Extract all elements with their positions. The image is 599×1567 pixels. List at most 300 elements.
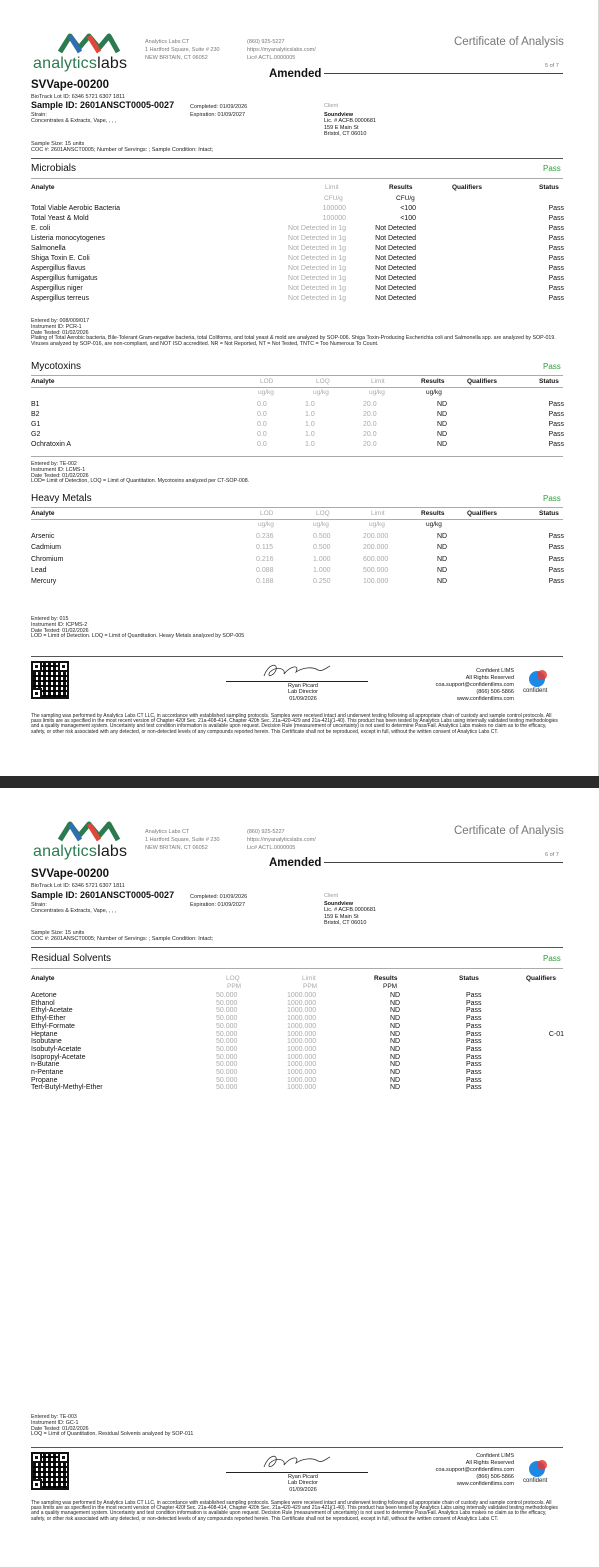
table-cell: 1000.000 <box>287 1045 317 1053</box>
table-cell: Pass <box>466 992 482 999</box>
table-cell: Propane <box>31 1076 58 1084</box>
signature-icon <box>256 660 336 682</box>
table-row <box>31 409 564 419</box>
mycotoxins-limit-unit: ug/kg <box>369 389 385 396</box>
lims-phone: (866) 506-5866 <box>476 689 514 695</box>
table-cell: Pass <box>548 274 564 282</box>
mycotoxins-pass-badge: Pass <box>543 362 561 371</box>
table-cell <box>545 1023 564 1031</box>
table-cell: 50.000 <box>216 1022 238 1030</box>
table-cell: ND <box>390 1069 401 1077</box>
table-cell: Not Detected <box>375 234 416 242</box>
table-cell: Pass <box>548 284 564 292</box>
table-cell <box>477 439 547 449</box>
confident-wordmark: confident <box>523 688 548 694</box>
residual-header-status: Status <box>459 975 479 982</box>
confident-wordmark: confident <box>523 1478 548 1484</box>
signer-name: Ryan Picard <box>288 683 318 689</box>
table-cell <box>418 283 538 293</box>
table-cell: Lead <box>31 567 47 575</box>
product-name: SVVape-00200 <box>31 79 110 91</box>
table-cell <box>545 1015 564 1023</box>
microbials-header-status: Status <box>539 184 559 191</box>
table-cell: Cadmium <box>31 544 61 552</box>
table-cell: Ethyl-Ether <box>31 1015 66 1023</box>
table-cell: Salmonella <box>31 244 66 252</box>
residual-header-analyte: Analyte <box>31 975 55 982</box>
lims-website[interactable]: www.confidentlims.com <box>456 696 514 702</box>
table-cell: Pass <box>466 1045 482 1053</box>
table-cell: 500.000 <box>363 567 389 575</box>
table-cell: Not Detected in 1g <box>288 244 346 252</box>
heavy-metals-header-loq: LOQ <box>316 510 330 517</box>
table-row <box>31 273 564 283</box>
qr-finder-icon <box>31 688 42 699</box>
mycotoxins-method-note: LOD= Limit of Detection, LOQ = Limit of Quantitation. Mycotoxins analyzed per CT-SOP-008. <box>31 478 250 485</box>
table-cell <box>418 203 538 213</box>
table-cell: Not Detected <box>375 294 416 302</box>
table-cell: Total Viable Aerobic Bacteria <box>31 204 120 212</box>
strain-value: Concentrates & Extracts, Vape, , , , <box>31 908 117 915</box>
page-separator <box>0 776 599 788</box>
mycotoxins-header-qualifiers: Qualifiers <box>467 378 497 385</box>
biotrack-lot-id: BioTrack Lot ID: 6346 5721 6307 1811 <box>31 883 125 889</box>
table-cell <box>418 213 538 223</box>
mycotoxins-header-lod: LOD <box>260 378 274 385</box>
table-row <box>31 439 564 449</box>
amended-label: Amended <box>269 68 322 80</box>
table-cell: Acetone <box>31 992 57 999</box>
product-name: SVVape-00200 <box>31 868 110 880</box>
mycotoxins-loq-unit: ug/kg <box>313 389 329 396</box>
residual-header-results: Results <box>374 975 398 982</box>
residual-header-limit: Limit <box>302 975 316 982</box>
residual-date-tested: Date Tested: 01/02/2026 <box>31 1425 89 1432</box>
table-cell: 1.0 <box>305 410 315 418</box>
qr-finder-icon <box>31 661 42 672</box>
table-cell: 200.000 <box>363 533 389 541</box>
microbials-header-limit: Limit <box>325 184 339 191</box>
coc-line: COC #: 2601ANSCT0005; Number of Servings: ; Sample Condition: Intact; <box>31 147 214 153</box>
table-row <box>31 223 564 233</box>
table-cell: Pass <box>548 533 564 541</box>
table-cell: ND <box>390 999 401 1007</box>
mycotoxins-instrument: Instrument ID: LCMS-1 <box>31 466 86 473</box>
table-cell: Shiga Toxin E. Coli <box>31 254 90 262</box>
completed-date: Completed: 01/09/2026 <box>190 894 248 900</box>
table-row <box>31 1031 564 1039</box>
strain-block <box>31 112 117 125</box>
table-cell <box>418 253 538 263</box>
table-cell: Not Detected <box>375 254 416 262</box>
header-rule <box>324 862 563 863</box>
residual-instrument: Instrument ID: GC-1 <box>31 1419 79 1426</box>
residual-entered-by: Entered by: TE-003 <box>31 1414 77 1420</box>
table-cell: 0.0 <box>257 430 267 438</box>
table-cell: 20.0 <box>363 400 377 408</box>
table-cell: 50.000 <box>216 1069 238 1077</box>
heavy-metals-title: Heavy Metals <box>31 493 92 504</box>
microbials-limit-unit: CFU/g <box>324 195 343 202</box>
microbials-header-analyte: Analyte <box>31 184 55 191</box>
table-cell: ND <box>437 578 448 586</box>
table-cell: n-Pentane <box>31 1069 64 1077</box>
coa-page-6 <box>0 788 599 1567</box>
table-row <box>31 1038 564 1046</box>
logo-suffix: labs <box>97 843 128 860</box>
lab-name: Analytics Labs CT <box>145 829 190 835</box>
table-cell <box>418 223 538 233</box>
footer-rule <box>31 656 563 657</box>
table-cell: 50.000 <box>216 1084 238 1092</box>
lab-phone: (860) 925-5227 <box>247 829 285 835</box>
table-row <box>31 1023 564 1031</box>
table-cell: Not Detected <box>375 274 416 282</box>
sample-size: Sample Size: 15 units <box>31 141 85 147</box>
table-cell <box>477 565 547 576</box>
residual-header-loq: LOQ <box>226 975 240 982</box>
lims-name: Confident LIMS <box>476 1453 514 1459</box>
table-cell: Pass <box>548 204 564 212</box>
mycotoxins-table <box>31 399 564 449</box>
table-cell: 50.000 <box>216 1038 238 1046</box>
heavy-metals-header-results: Results <box>421 510 445 517</box>
doc-title: Certificate of Analysis <box>454 36 564 48</box>
heavy-metals-loq-unit: ug/kg <box>313 521 329 528</box>
table-cell: 0.0 <box>257 440 267 448</box>
table-cell: Pass <box>548 254 564 262</box>
table-cell: Not Detected <box>375 284 416 292</box>
microbials-entered-by: Entered by: 008/009/017 <box>31 318 90 324</box>
table-cell: Not Detected <box>375 224 416 232</box>
table-row <box>31 1069 564 1077</box>
table-cell: 1.0 <box>305 440 315 448</box>
completed-date: Completed: 01/09/2026 <box>190 104 248 110</box>
table-row <box>31 213 564 223</box>
lab-address <box>145 828 220 852</box>
table-cell: 1000.000 <box>287 1053 317 1061</box>
qr-finder-icon <box>31 1452 42 1463</box>
heavy-metals-limit-unit: ug/kg <box>369 521 385 528</box>
table-cell: Pass <box>548 264 564 272</box>
logo-wordmark <box>33 843 127 861</box>
mycotoxins-rule <box>31 375 563 376</box>
table-cell: <100 <box>400 214 416 222</box>
table-cell: ND <box>390 1084 401 1092</box>
table-cell: 0.0 <box>257 420 267 428</box>
table-cell: Pass <box>466 1061 482 1069</box>
residual-solvents-title: Residual Solvents <box>31 953 112 964</box>
coc-line: COC #: 2601ANSCT0005; Number of Servings: ; Sample Condition: Intact; <box>31 936 214 942</box>
expiration-date: Expiration: 01/09/2027 <box>190 902 246 908</box>
sample-id: Sample ID: 2601ANSCT0005-0027 <box>31 100 175 110</box>
table-cell: E. coli <box>31 224 51 232</box>
lims-block <box>410 668 514 703</box>
residual-solvents-table <box>31 992 564 1092</box>
client-license: Lic. # ACFB.0000681 <box>324 118 376 125</box>
section-divider <box>31 947 563 948</box>
table-cell <box>545 1061 564 1069</box>
table-cell: ND <box>390 1061 401 1069</box>
table-cell: 0.0 <box>257 400 267 408</box>
lims-email[interactable]: coa.support@confidentlims.com <box>435 1467 514 1473</box>
table-cell: Pass <box>466 1084 482 1092</box>
table-cell: 20.0 <box>363 440 377 448</box>
microbials-header-qualifiers: Qualifiers <box>452 184 482 191</box>
lab-contact <box>247 38 316 62</box>
client-street: 159 E Main St <box>324 913 359 920</box>
section-divider <box>31 158 563 159</box>
table-cell <box>418 293 538 303</box>
residual-method-note: LOQ = Limit of Quantitation. Residual Solvents analyzed by SOP-011 <box>31 1431 194 1438</box>
table-cell <box>477 542 547 553</box>
microbials-rule <box>31 178 563 179</box>
table-cell: 50.000 <box>216 999 238 1007</box>
table-cell: ND <box>437 567 448 575</box>
table-cell: 1000.000 <box>287 1015 317 1023</box>
table-cell: Not Detected in 1g <box>288 224 346 232</box>
table-row <box>31 283 564 293</box>
table-cell <box>545 1054 564 1062</box>
lab-phone: (860) 925-5227 <box>247 39 285 45</box>
table-cell: ND <box>390 1022 401 1030</box>
table-cell: Heptane <box>31 1030 58 1038</box>
table-cell: ND <box>390 1045 401 1053</box>
table-cell: 100.000 <box>363 578 389 586</box>
expiration-date: Expiration: 01/09/2027 <box>190 112 246 118</box>
microbials-pass-badge: Pass <box>543 164 561 173</box>
heavy-metals-header-qualifiers: Qualifiers <box>467 510 497 517</box>
table-cell: 100000 <box>322 214 346 222</box>
table-cell: ND <box>437 544 448 552</box>
table-cell: Mercury <box>31 578 57 586</box>
microbials-table <box>31 203 564 303</box>
table-cell: 600.000 <box>363 555 389 563</box>
table-cell: Not Detected in 1g <box>288 264 346 272</box>
client-block <box>324 901 376 927</box>
lims-name: Confident LIMS <box>476 668 514 674</box>
footer-rule <box>31 1447 563 1448</box>
microbials-header-results: Results <box>389 184 413 191</box>
table-cell: 50.000 <box>216 1030 238 1038</box>
table-cell: C-01 <box>548 1030 564 1038</box>
table-cell: 50.000 <box>216 1076 238 1084</box>
table-row <box>31 1084 564 1092</box>
client-license: Lic. # ACFB.0000681 <box>324 907 376 914</box>
heavy-metals-table <box>31 531 564 587</box>
heavy-metals-instrument: Instrument ID: ICPMS-2 <box>31 621 88 628</box>
table-cell: ND <box>437 533 448 541</box>
table-cell: 1000.000 <box>287 1022 317 1030</box>
heavy-metals-lod-unit: ug/kg <box>258 521 274 528</box>
table-cell: ND <box>437 440 448 448</box>
client-name: Soundview <box>324 112 354 118</box>
signature-block <box>268 683 338 702</box>
table-cell <box>545 1000 564 1008</box>
table-row <box>31 253 564 263</box>
table-cell: 0.236 <box>256 533 274 541</box>
mycotoxins-header-analyte: Analyte <box>31 378 55 385</box>
table-row <box>31 243 564 253</box>
table-cell: Pass <box>548 224 564 232</box>
table-cell: Ethyl-Acetate <box>31 1007 73 1015</box>
signature-icon <box>256 1451 336 1473</box>
residual-solvents-notes <box>31 1415 193 1438</box>
table-cell: G2 <box>31 430 41 438</box>
table-cell: ND <box>390 1030 401 1038</box>
logo-suffix: labs <box>97 55 128 72</box>
table-cell: Pass <box>548 410 564 418</box>
table-cell: 1000.000 <box>287 992 317 999</box>
table-cell: ND <box>390 1076 401 1084</box>
table-cell <box>477 576 547 587</box>
client-block <box>324 112 376 138</box>
lab-license: Lic# ACTL.0000005 <box>247 845 296 851</box>
residual-header-qualifiers: Qualifiers <box>526 975 556 982</box>
residual-solvents-pass-badge: Pass <box>543 954 561 963</box>
table-row <box>31 576 564 587</box>
microbials-notes <box>31 319 561 348</box>
logo-prefix: analytics <box>33 843 98 860</box>
client-label: Client <box>324 103 339 109</box>
lab-address-line2: NEW BRITAIN, CT 06052 <box>145 55 208 61</box>
table-cell: 0.088 <box>256 567 274 575</box>
table-cell: 20.0 <box>363 410 377 418</box>
table-cell: Pass <box>466 1038 482 1046</box>
table-cell: 50.000 <box>216 1045 238 1053</box>
table-cell: Pass <box>466 1076 482 1084</box>
residual-result-unit: PPM <box>383 983 398 990</box>
table-row <box>31 1015 564 1023</box>
table-cell: 0.0 <box>257 410 267 418</box>
strain-value: Concentrates & Extracts, Vape, , , , <box>31 118 117 125</box>
heavy-metals-notes <box>31 617 244 640</box>
table-cell: Not Detected in 1g <box>288 274 346 282</box>
table-cell: Pass <box>548 400 564 408</box>
client-label: Client <box>324 893 339 899</box>
page-number: 5 of 7 <box>545 63 559 69</box>
table-cell: Ethyl-Formate <box>31 1022 75 1030</box>
biotrack-lot-id: BioTrack Lot ID: 6346 5721 6307 1811 <box>31 94 125 100</box>
table-cell: Ethanol <box>31 999 55 1007</box>
table-cell: Pass <box>548 578 564 586</box>
table-cell: Arsenic <box>31 533 55 541</box>
table-cell: Aspergillus fumigatus <box>31 274 98 282</box>
lab-contact <box>247 828 316 852</box>
table-cell: Isobutane <box>31 1038 62 1046</box>
table-cell: 50.000 <box>216 992 238 999</box>
table-row <box>31 263 564 273</box>
table-cell: B2 <box>31 410 40 418</box>
table-row <box>31 554 564 565</box>
page-number: 6 of 7 <box>545 852 559 858</box>
signature-block <box>268 1474 338 1493</box>
table-cell: 20.0 <box>363 420 377 428</box>
table-cell: 1.0 <box>305 420 315 428</box>
table-cell: Aspergillus niger <box>31 284 83 292</box>
heavy-metals-header-lod: LOD <box>260 510 274 517</box>
table-cell: Not Detected in 1g <box>288 294 346 302</box>
lab-address-line2: NEW BRITAIN, CT 06052 <box>145 845 208 851</box>
signature-date: 01/09/2026 <box>289 1486 317 1493</box>
microbials-method-note: Plating of Total Aerobic bacteria, Bile-Tolerant Gram-negative bacteria, total Coliforms, and total yeast & mold are analyzed by SOP-006. Shiga Toxin-Producing Escherichia coli and Salmonella spp. are analyzed by SOP-019. Viruses analyzed by SOP-016, are non-compliant, and NOT ISO accredited. NR = Not Reported, NT = Not Tested, TNTC = Too Numerous To Count. <box>31 335 556 348</box>
heavy-metals-date-tested: Date Tested: 01/02/2026 <box>31 627 89 634</box>
table-row <box>31 1046 564 1054</box>
mycotoxins-date-tested: Date Tested: 01/02/2026 <box>31 472 89 479</box>
table-cell: 200.000 <box>363 544 389 552</box>
table-cell <box>477 419 547 429</box>
table-row <box>31 203 564 213</box>
table-cell: Isobutyl-Acetate <box>31 1045 82 1053</box>
lab-website[interactable]: https://myanalyticslabs.com/ <box>247 47 316 53</box>
table-cell <box>418 273 538 283</box>
table-cell: 0.216 <box>256 555 274 563</box>
residual-loq-unit: PPM <box>227 983 242 990</box>
mycotoxins-bottom-rule <box>31 456 563 457</box>
signer-name: Ryan Picard <box>288 1474 318 1480</box>
logo-prefix: analytics <box>33 55 98 72</box>
microbials-title: Microbials <box>31 163 77 174</box>
sample-id: Sample ID: 2601ANSCT0005-0027 <box>31 890 175 900</box>
lab-address-line1: 1 Hartford Square, Suite # 230 <box>145 47 220 53</box>
heavy-metals-method-note: LOD = Limit of Detection. LOQ = Limit of Quantitation. Heavy Metals analyzed by SOP-005 <box>31 633 245 640</box>
disclaimer: The sampling was performed by Analytics Labs CT LLC, in accordance with established sampling protocols. Samples were received intact and underwent testing following all appropriate chain of custody and sample control protocols. All pass limits are as specified in the most recent version of Chapter 420f Sec. 21a-408-414, Chapter 420h Sec. 21a-420-429 and 21a-421j(1-40). This product has been tested by Analytics Labs using internally validated testing methodologies and a quality management system. Uncertainty and test condition information is available upon request. Decision Rule (measurement of uncertainty) is not used to determine Pass/Fail. Analytics Labs makes no claim as to the efficacy, safety, or other risk associated with any detected, or non-detected levels of any compounds reported herein. This Certificate shall not be reproduced, except in full, without the written consent of Analytics Labs CT. <box>31 713 558 735</box>
table-cell: Not Detected <box>375 244 416 252</box>
table-cell: 1000.000 <box>287 1007 317 1015</box>
table-cell: ND <box>437 400 448 408</box>
signature-line <box>226 1472 368 1473</box>
table-row <box>31 542 564 553</box>
table-cell: Pass <box>466 1030 482 1038</box>
table-cell <box>477 399 547 409</box>
table-cell: ND <box>437 410 448 418</box>
table-row <box>31 1054 564 1062</box>
strain-label: Strain: <box>31 902 47 908</box>
table-cell: Pass <box>466 1007 482 1015</box>
table-cell: <100 <box>400 204 416 212</box>
table-cell: Not Detected in 1g <box>288 254 346 262</box>
lims-website[interactable]: www.confidentlims.com <box>456 1481 514 1487</box>
table-cell <box>477 554 547 565</box>
heavy-metals-header-analyte: Analyte <box>31 510 55 517</box>
client-street: 159 E Main St <box>324 124 359 131</box>
table-row <box>31 419 564 429</box>
table-cell <box>477 409 547 419</box>
table-cell: ND <box>437 555 448 563</box>
heavy-metals-entered-by: Entered by: 015 <box>31 616 69 622</box>
table-cell <box>418 243 538 253</box>
lims-email[interactable]: coa.support@confidentlims.com <box>435 682 514 688</box>
table-row <box>31 1000 564 1008</box>
strain-label: Strain: <box>31 112 47 118</box>
mycotoxins-entered-by: Entered by: TE-002 <box>31 461 77 467</box>
table-cell: Listeria monocytogenes <box>31 234 105 242</box>
confident-logo-icon <box>527 668 551 688</box>
mycotoxins-title: Mycotoxins <box>31 361 82 372</box>
lab-website[interactable]: https://myanalyticslabs.com/ <box>247 837 316 843</box>
table-cell: Not Detected in 1g <box>288 234 346 242</box>
table-cell: 0.250 <box>313 578 331 586</box>
table-cell: 1000.000 <box>287 1038 317 1046</box>
table-cell: Pass <box>548 430 564 438</box>
client-city: Bristol, CT 06010 <box>324 131 367 138</box>
table-cell: Pass <box>466 1022 482 1030</box>
residual-limit-unit: PPM <box>303 983 318 990</box>
table-cell: 1.0 <box>305 430 315 438</box>
lab-license: Lic# ACTL.0000005 <box>247 55 296 61</box>
table-row <box>31 992 564 1000</box>
lims-rights: All Rights Reserved <box>465 675 514 681</box>
